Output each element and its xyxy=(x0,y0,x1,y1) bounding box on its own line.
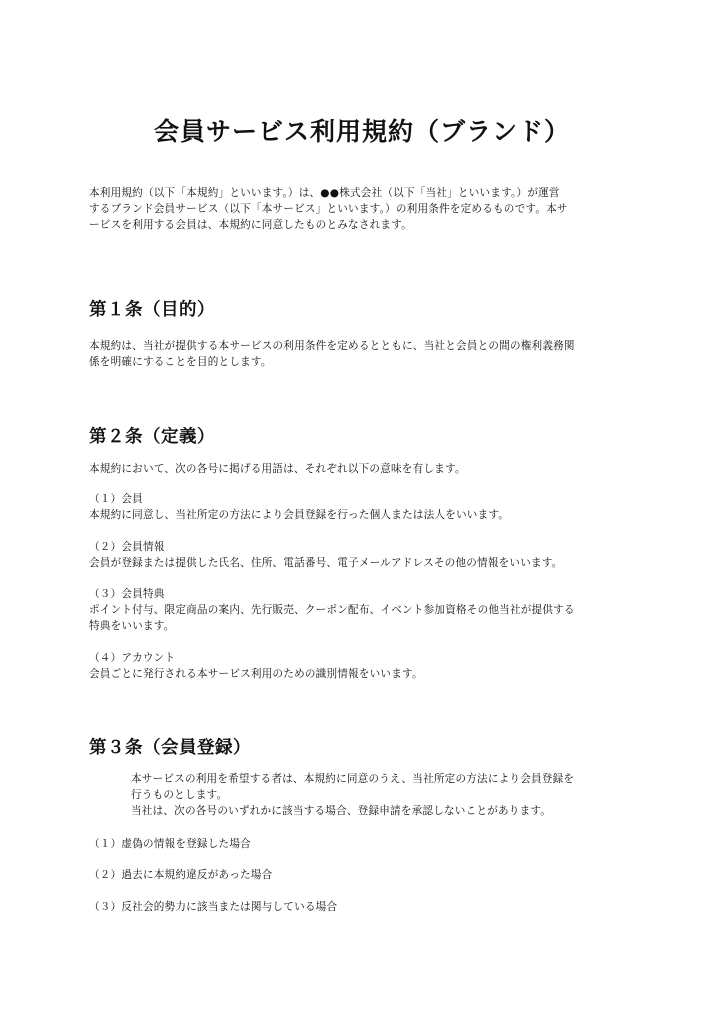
intro-line: ービスを利用する会員は、本規約に同意したものとみなされます。 xyxy=(89,219,412,231)
definition-text: 特典をいいます。 xyxy=(89,620,175,632)
definition-text: ポイント付与、限定商品の案内、先行販売、クーポン配布、イベント参加資格その他当社が提供する xyxy=(89,604,575,616)
article-2-lead: 本規約において、次の各号に掲げる用語は、それぞれ以下の意味を有します。 xyxy=(89,463,466,475)
definition-label: （４）アカウント xyxy=(89,652,176,664)
definition-text: 会員ごとに発行される本サービス利用のための識別情報をいいます。 xyxy=(89,668,423,680)
article-3-line: 当社は、次の各号のいずれかに該当する場合、登録申請を承認しないことがあります。 xyxy=(131,805,552,817)
definition-label: （１）会員 xyxy=(89,493,143,505)
list-item: （２）過去に本規約違反があった場合 xyxy=(89,869,273,881)
article-1-body xyxy=(89,338,649,370)
definition-label: （２）会員情報 xyxy=(89,541,165,553)
document-title: 会員サービス利用規約（ブランド） xyxy=(153,117,570,146)
article-1-line: 係を明確にすることを目的とします。 xyxy=(89,356,272,368)
article-3-paragraph xyxy=(131,771,651,819)
article-3-heading: 第３条（会員登録） xyxy=(89,738,251,758)
list-item: （１）虚偽の情報を登録した場合 xyxy=(89,838,251,850)
list-item: （３）反社会的勢力に該当または関与している場合 xyxy=(89,901,338,913)
definition-text: 会員が登録または提供した氏名、住所、電話番号、電子メールアドレスその他の情報をいいます。 xyxy=(89,557,563,569)
article-1-line: 本規約は、当社が提供する本サービスの利用条件を定めるとともに、当社と会員との間の権利義務関 xyxy=(89,340,575,352)
article-2-heading: 第２条（定義） xyxy=(89,427,215,447)
article-1-heading: 第１条（目的） xyxy=(89,300,215,320)
definition-item xyxy=(89,650,649,682)
intro-line: するブランド会員サービス（以下「本サービス」といいます。）の利用条件を定めるものです。本サ xyxy=(89,203,568,215)
article-3-line: 本サービスの利用を希望する者は、本規約に同意のうえ、当社所定の方法により会員登録を xyxy=(131,773,575,785)
definition-item xyxy=(89,586,649,634)
definition-label: （３）会員特典 xyxy=(89,588,165,600)
intro-paragraph xyxy=(89,185,649,233)
definition-item xyxy=(89,491,649,523)
article-3-line: 行うものとします。 xyxy=(131,789,228,801)
definition-text: 本規約に同意し、当社所定の方法により会員登録を行った個人または法人をいいます。 xyxy=(89,509,510,521)
intro-line: 本利用規約（以下「本規約」といいます。）は、●●株式会社（以下「当社」といいます。）が運営 xyxy=(89,187,560,199)
definition-item xyxy=(89,539,649,571)
